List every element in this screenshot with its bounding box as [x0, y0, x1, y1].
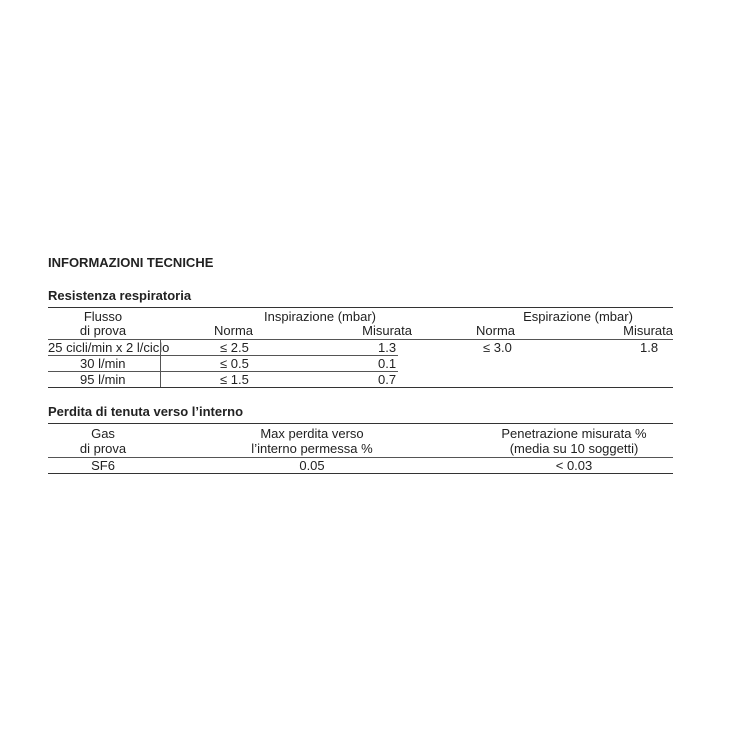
- leakage-row-1-max: 0.05: [299, 458, 325, 473]
- leakage-top-rule: [48, 423, 673, 424]
- leakage-header-max-2: l’interno permessa %: [251, 441, 373, 456]
- resistance-row-2-in-misurata: 0.1: [378, 356, 397, 371]
- leakage-row-1-gas: SF6: [91, 458, 115, 473]
- resistance-row-1-in-misurata: 1.3: [378, 340, 397, 355]
- resistance-row-1-flow: 25 cicli/min x 2 l/ciclo: [48, 340, 170, 355]
- resistance-row-1-ex-norma: ≤ 3.0: [483, 340, 512, 355]
- resistance-header-in-norma: Norma: [214, 323, 254, 338]
- resistance-header-flow-2: di prova: [79, 323, 127, 338]
- resistance-header-expiration: Espirazione (mbar): [523, 309, 633, 324]
- resistance-row-2-flow: 30 l/min: [80, 356, 126, 371]
- leakage-header-max-1: Max perdita verso: [260, 426, 364, 441]
- resistance-header-ex-norma: Norma: [476, 323, 516, 338]
- leakage-header-penetration-2: (media su 10 soggetti): [509, 441, 639, 456]
- leakage-header-gas-2: di prova: [79, 441, 127, 456]
- resistance-header-flow-1: Flusso: [83, 309, 123, 324]
- resistance-header-inspiration: Inspirazione (mbar): [264, 309, 376, 324]
- resistance-top-rule: [48, 307, 673, 308]
- leakage-header-penetration-1: Penetrazione misurata %: [501, 426, 647, 441]
- leakage-header-gas-1: Gas: [91, 426, 115, 441]
- resistance-row-3-in-misurata: 0.7: [378, 372, 397, 387]
- resistance-row-2-in-norma: ≤ 0.5: [220, 356, 249, 371]
- resistance-row-3-in-norma: ≤ 1.5: [220, 372, 249, 387]
- resistance-row-3-flow: 95 l/min: [80, 372, 126, 387]
- resistance-header-ex-misurata: Misurata: [623, 323, 673, 338]
- resistance-header-in-misurata: Misurata: [362, 323, 412, 338]
- leakage-bottom-rule: [48, 473, 673, 474]
- resistance-row-1-in-norma: ≤ 2.5: [220, 340, 249, 355]
- resistance-column-divider: [160, 339, 161, 387]
- resistance-table-title: Resistenza respiratoria: [48, 288, 192, 303]
- resistance-row-1-ex-misurata: 1.8: [640, 340, 659, 355]
- leakage-row-1-penetration: < 0.03: [555, 458, 593, 473]
- leakage-table-title: Perdita di tenuta verso l’interno: [48, 404, 244, 419]
- section-title: INFORMAZIONI TECNICHE: [48, 255, 214, 270]
- resistance-bottom-rule: [48, 387, 673, 388]
